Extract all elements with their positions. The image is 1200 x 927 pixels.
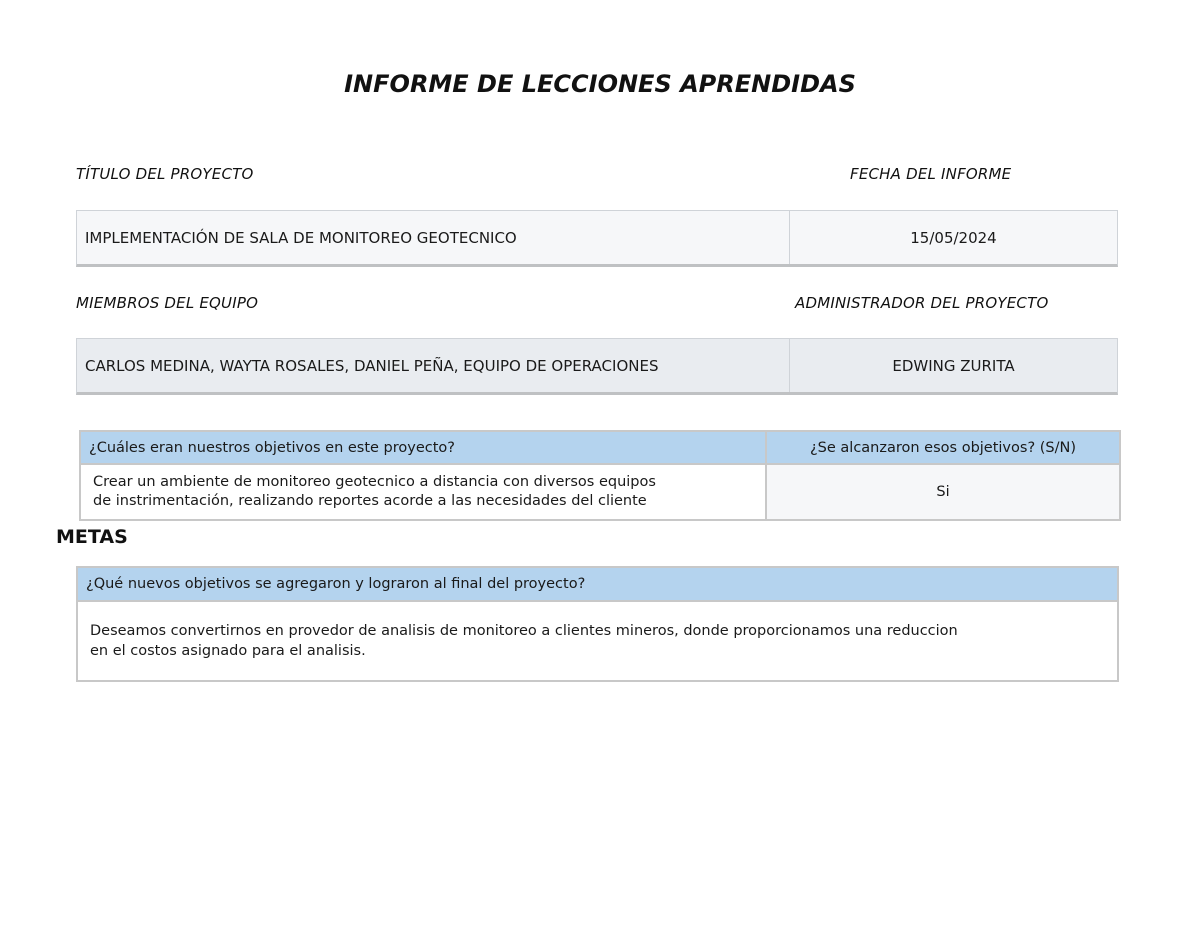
goals-answer-line: Deseamos convertirnos en provedor de analisis de monitoreo a clientes mineros, donde proporcionamos una reduccion [90, 623, 958, 639]
team-members-label: MIEMBROS DEL EQUIPO [76, 294, 259, 312]
objectives-answer-line: Crear un ambiente de monitoreo geotecnico a distancia con diversos equipos [93, 474, 656, 490]
objectives-question: ¿Cuáles eran nuestros objetivos en este proyecto? [81, 432, 767, 463]
goals-answer [78, 602, 1117, 680]
project-title-label: TÍTULO DEL PROYECTO [76, 165, 254, 183]
page-title: INFORME DE LECCIONES APRENDIDAS [344, 70, 856, 98]
objectives-table [79, 430, 1121, 521]
report-date-value: 15/05/2024 [789, 211, 1117, 264]
team-members-value: CARLOS MEDINA, WAYTA ROSALES, DANIEL PEÑA, EQUIPO DE OPERACIONES [85, 356, 659, 375]
project-admin-label: ADMINISTRADOR DEL PROYECTO [795, 294, 1049, 312]
objectives-answer [81, 465, 767, 519]
team-info-table [76, 338, 1118, 395]
goals-table [76, 566, 1119, 682]
goals-question: ¿Qué nuevos objetivos se agregaron y lograron al final del proyecto? [86, 576, 586, 592]
project-title-value: IMPLEMENTACIÓN DE SALA DE MONITOREO GEOTECNICO [85, 228, 517, 247]
report-date-label: FECHA DEL INFORME [850, 165, 1012, 183]
objectives-answer-line: de instrimentación, realizando reportes acorde a las necesidades del cliente [93, 493, 647, 509]
goals-answer-line: en el costos asignado para el analisis. [90, 643, 366, 659]
achieved-answer: Si [767, 465, 1119, 519]
project-admin-value: EDWING ZURITA [789, 339, 1117, 392]
goals-heading: METAS [56, 526, 128, 548]
achieved-question: ¿Se alcanzaron esos objetivos? (S/N) [809, 439, 1076, 456]
project-info-table [76, 210, 1118, 267]
